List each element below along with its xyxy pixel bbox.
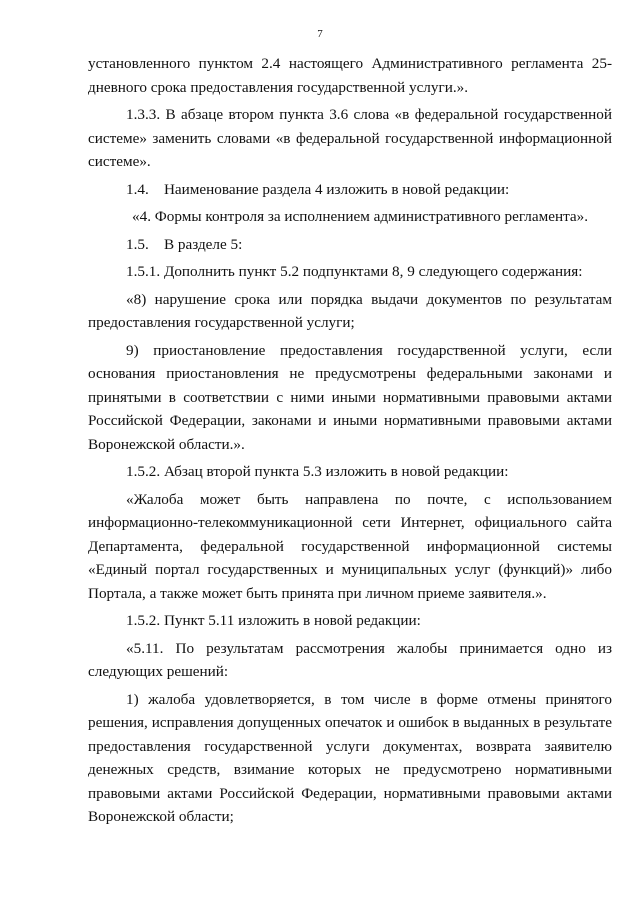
paragraph-8: 9) приостановление предоставления государственной услуги, если основания приостановления не предусмотрены федеральными законами и принятыми в соответствии с ними иными нормативными правовыми актами Российской Федерации, законами и иными нормативными правовыми актами Воронежской области.». bbox=[88, 341, 612, 453]
paragraph-11: 1.5.2. Пункт 5.11 изложить в новой редакции: bbox=[126, 612, 421, 629]
paragraph-12: «5.11. По результатам рассмотрения жалобы принимается одно из следующих решений: bbox=[88, 639, 612, 680]
document-body bbox=[88, 52, 612, 829]
paragraph-2: 1.3.3. В абзаце втором пункта 3.6 слова «в федеральной государственной системе» заменить словами «в федеральной государственной информационной системе». bbox=[88, 106, 612, 170]
page-number: 7 bbox=[317, 28, 323, 40]
paragraph-6: 1.5.1. Дополнить пункт 5.2 подпунктами 8, 9 следующего содержания: bbox=[126, 263, 583, 280]
paragraph-4: «4. Формы контроля за исполнением административного регламента». bbox=[132, 208, 589, 225]
paragraph-9: 1.5.2. Абзац второй пункта 5.3 изложить в новой редакции: bbox=[126, 463, 509, 480]
paragraph-13: 1) жалоба удовлетворяется, в том числе в форме отмены принятого решения, исправления допущенных опечаток и ошибок в выданных в результате предоставления государственной услуги документах, возврата заявителю денежных средств, взимание которых не предусмотрено нормативными правовыми актами Российской Федерации, нормативными правовыми актами Воронежской области; bbox=[88, 690, 612, 825]
paragraph-1: установленного пунктом 2.4 настоящего Административного регламента 25-дневного срока предоставления государственной услуги.». bbox=[88, 55, 612, 96]
paragraph-10: «Жалоба может быть направлена по почте, с использованием информационно-телекоммуникационной сети Интернет, официального сайта Департамента, федеральной государственной информационной системы «Единый портал государственных и муниципальных услуг (функций)» либо Портала, а также может быть принята при личном приеме заявителя.». bbox=[88, 490, 612, 602]
paragraph-3: 1.4. Наименование раздела 4 изложить в новой редакции: bbox=[126, 180, 510, 198]
paragraph-5: 1.5. В разделе 5: bbox=[126, 235, 243, 253]
paragraph-7: «8) нарушение срока или порядка выдачи документов по результатам предоставления государственной услуги; bbox=[88, 290, 612, 331]
